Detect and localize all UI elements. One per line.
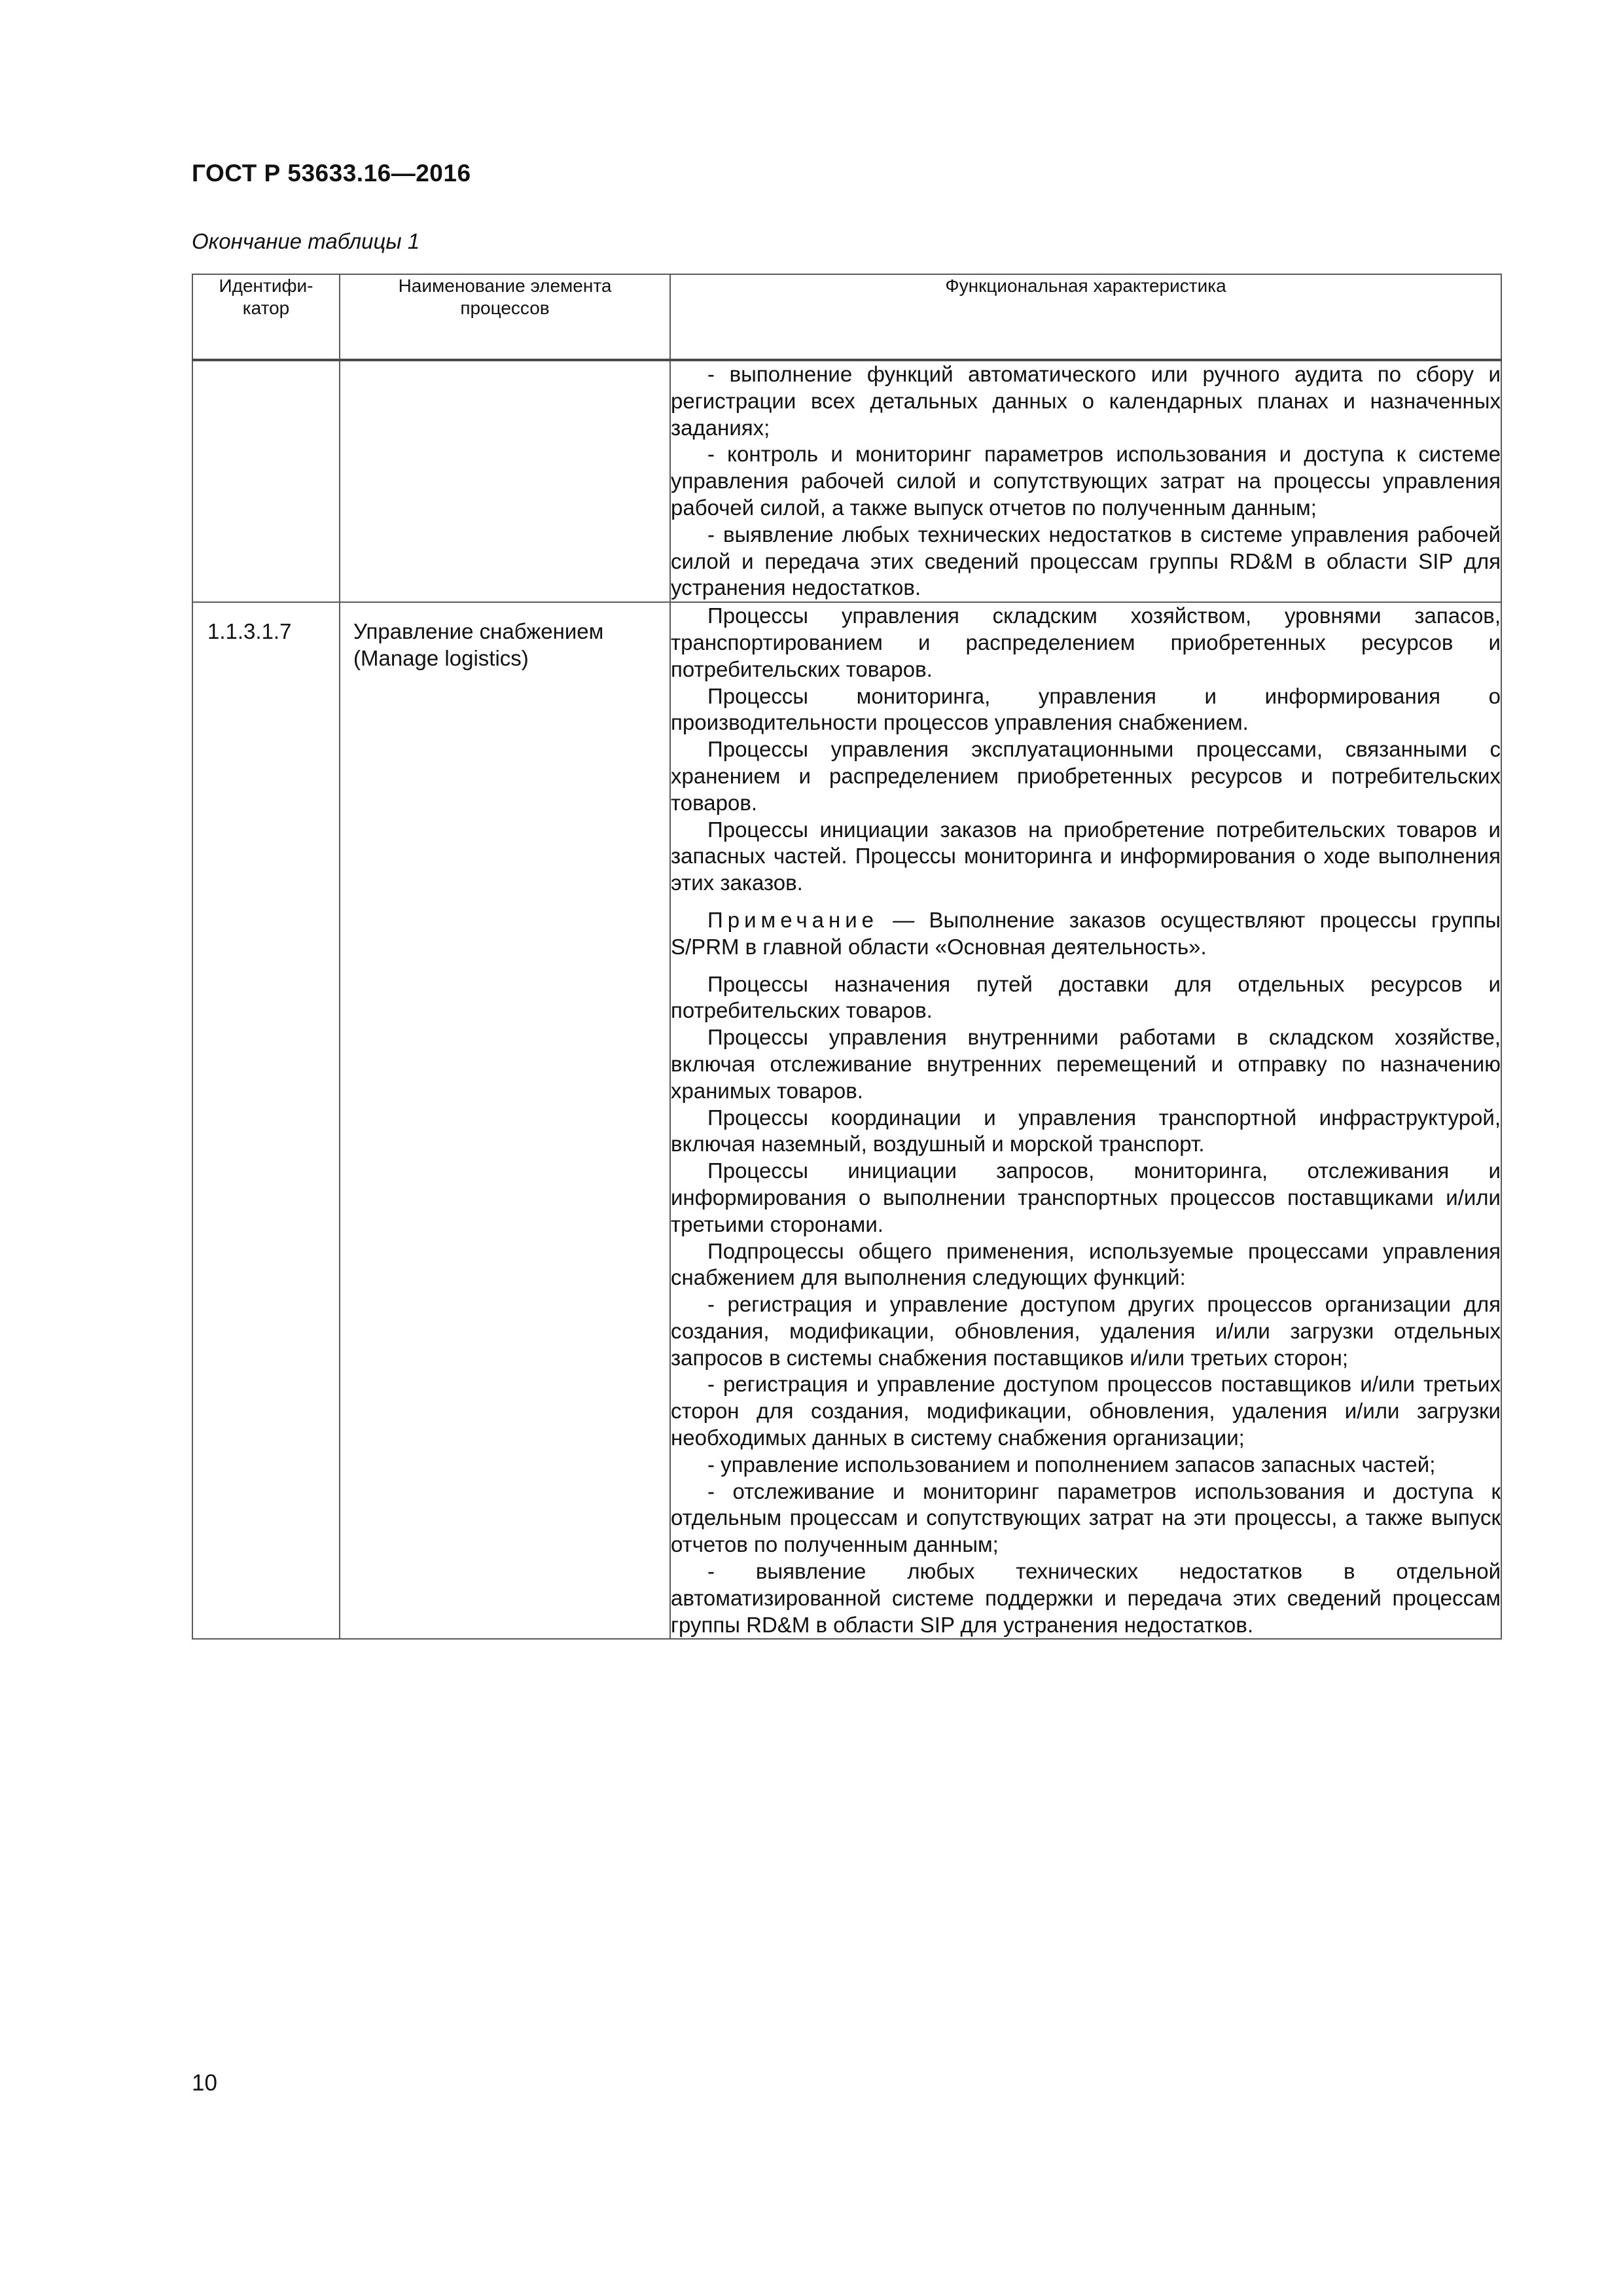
- process-table: [192, 274, 1502, 1640]
- description-paragraph: - управление использованием и пополнением запасов запасных частей;: [707, 1452, 1436, 1477]
- description-paragraph: Процессы управления эксплуатационными процессами, связанными с хранением и распределением приобретенных ресурсов и потребительских товаров.: [671, 737, 1501, 815]
- description-paragraph: - выполнение функций автоматического или ручного аудита по сбору и регистрации всех детальных данных о календарных планах и назначенных заданиях;: [671, 362, 1501, 440]
- cell-description: [670, 360, 1501, 602]
- column-header-functional-description: Функциональная характеристика: [670, 274, 1501, 360]
- column-header-process-name: Наименование элемента процессов: [340, 274, 670, 360]
- description-paragraph: - контроль и мониторинг параметров использования и доступа к системе управления рабочей силой и сопутствующих затрат на процессы управления рабочей силой, а также выпуск отчетов по полученным данным;: [671, 442, 1501, 520]
- note-paragraph: [671, 907, 1501, 961]
- table-header-row: [192, 274, 1501, 360]
- description-paragraph: - регистрация и управление доступом процессов поставщиков и/или третьих сторон для создания, модификации, обновления, удаления и/или загрузки необходимых данных в систему снабжения организации;: [671, 1372, 1501, 1450]
- table-row: [192, 360, 1501, 602]
- description-paragraph: - регистрация и управление доступом других процессов организации для создания, модификации, обновления, удаления и/или загрузки отдельных запросов в системы снабжения поставщиков и/или третьих сторон;: [671, 1292, 1501, 1370]
- page-number: 10: [192, 2070, 217, 2096]
- description-paragraph: Процессы управления внутренними работами в складском хозяйстве, включая отслеживание внутренних перемещений и отправку по назначению хранимых товаров.: [671, 1025, 1501, 1103]
- description-paragraph: Процессы координации и управления транспортной инфраструктурой, включая наземный, воздушный и морской транспорт.: [671, 1105, 1501, 1157]
- column-header-identifier: Идентифи- катор: [192, 274, 340, 360]
- note-label: Примечание: [707, 907, 879, 932]
- table-caption: Окончание таблицы 1: [192, 229, 420, 253]
- description-paragraph: Процессы инициации заказов на приобретение потребительских товаров и запасных частей. Процессы мониторинга и информирования о ходе выполнения этих заказов.: [671, 817, 1501, 895]
- cell-description: [670, 602, 1501, 1639]
- description-paragraph: - выявление любых технических недостатков в отдельной автоматизированной системе поддержки и передача этих сведений процессам группы RD&M в области SIP для устранения недостатков.: [671, 1559, 1501, 1637]
- cell-identifier: [192, 360, 340, 602]
- description-paragraph: - отслеживание и мониторинг параметров использования и доступа к отдельным процессам и сопутствующих затрат на эти процессы, а также выпуск отчетов по полученным данным;: [671, 1479, 1501, 1557]
- description-paragraph: Процессы назначения путей доставки для отдельных ресурсов и потребительских товаров.: [671, 971, 1501, 1023]
- document-header: ГОСТ Р 53633.16—2016: [192, 160, 471, 187]
- table-row: [192, 602, 1501, 1639]
- description-paragraph: Процессы управления складским хозяйством, уровнями запасов, транспортированием и распределением приобретенных ресурсов и потребительских товаров.: [671, 603, 1501, 681]
- description-paragraph: - выявление любых технических недостатков в системе управления рабочей силой и передача этих сведений процессам группы RD&M в области SIP для устранения недостатков.: [671, 522, 1501, 600]
- description-paragraph: Процессы инициации запросов, мониторинга, отслеживания и информирования о выполнении транспортных процессов поставщиками и/или третьими сторонами.: [671, 1158, 1501, 1236]
- description-paragraph: Процессы мониторинга, управления и информирования о производительности процессов управления снабжением.: [671, 683, 1501, 735]
- cell-process-name: [340, 360, 670, 602]
- cell-process-name: Управление снабжением (Manage logistics): [340, 602, 670, 1639]
- note-text: — Выполнение заказов осуществляют процессы группы S/PRM в главной области «Основная деятельность».: [671, 907, 1501, 959]
- cell-identifier: 1.1.3.1.7: [192, 602, 340, 1639]
- description-paragraph: Подпроцессы общего применения, используемые процессами управления снабжением для выполнения следующих функций:: [671, 1238, 1501, 1290]
